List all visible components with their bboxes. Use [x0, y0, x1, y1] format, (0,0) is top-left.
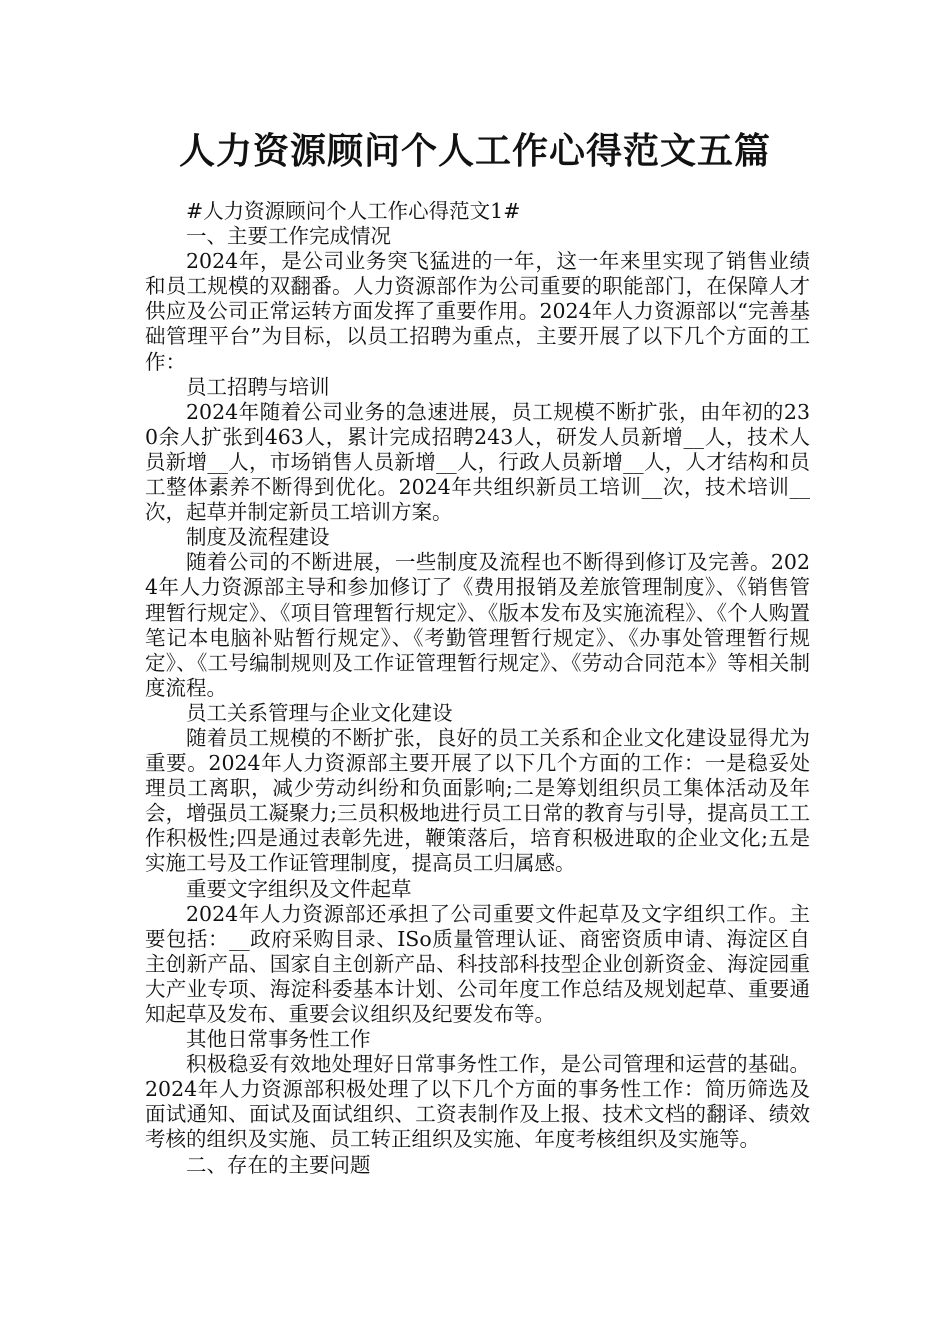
subsection-heading: 重要文字组织及文件起草 [186, 876, 412, 901]
subsection-heading: 制度及流程建设 [186, 525, 330, 550]
body-paragraph: 2024年，是公司业务突飞猛进的一年，这一年来里实现了销售业绩和员工规模的双翻番。人力资源部作为公司重要的职能部门，在保障人才供应及公司正常运转方面发挥了重要作用。2024年人力资源部以“完善基础管理平台”为目标，以员工招聘为重点，主要开展了以下几个方面的工作： [145, 249, 810, 374]
subsection-heading: 员工关系管理与企业文化建设 [186, 700, 453, 725]
section-heading: 一、主要工作完成情况 [186, 224, 391, 249]
subsection-heading: 员工招聘与培训 [186, 374, 330, 399]
section-heading: 二、存在的主要问题 [186, 1152, 371, 1177]
subtitle-paragraph: #人力资源顾问个人工作心得范文1# [186, 199, 521, 223]
body-paragraph: 随着员工规模的不断扩张，良好的员工关系和企业文化建设显得尤为重要。2024年人力资源部主要开展了以下几个方面的工作：一是稳妥处理员工离职，减少劳动纠纷和负面影响;二是筹划组织员工集体活动及年会，增强员工凝聚力;三员积极地进行员工日常的教育与引导，提高员工工作积极性;四是通过表彰先进，鞭策落后，培育积极进取的企业文化;五是实施工号及工作证管理制度，提高员工归属感。 [145, 725, 810, 876]
document-body [145, 199, 810, 1178]
document-title: 人力资源顾问个人工作心得范文五篇 [178, 131, 771, 172]
body-paragraph: 积极稳妥有效地处理好日常事务性工作，是公司管理和运营的基础。2024年人力资源部积极处理了以下几个方面的事务性工作：简历筛选及面试通知、面试及面试组织、工资表制作及上报、技术文档的翻译、绩效考核的组织及实施、员工转正组织及实施、年度考核组织及实施等。 [145, 1052, 810, 1152]
body-paragraph: 随着公司的不断进展，一些制度及流程也不断得到修订及完善。2024年人力资源部主导和参加修订了《费用报销及差旅管理制度》、《销售管理暂行规定》、《项目管理暂行规定》、《版本发布及实施流程》、《个人购置笔记本电脑补贴暂行规定》、《考勤管理暂行规定》、《办事处管理暂行规定》、《工号编制规则及工作证管理暂行规定》、《劳动合同范本》等相关制度流程。 [145, 550, 810, 700]
body-paragraph: 2024年人力资源部还承担了公司重要文件起草及文字组织工作。主要包括：__政府采购目录、ISo质量管理认证、商密资质申请、海淀区自主创新产品、国家自主创新产品、科技部科技型企业创新资金、海淀园重大产业专项、海淀科委基本计划、公司年度工作总结及规划起草、重要通知起草及发布、重要会议组织及纪要发布等。 [145, 901, 810, 1026]
subsection-heading: 其他日常事务性工作 [186, 1027, 371, 1052]
body-paragraph: 2024年随着公司业务的急速进展，员工规模不断扩张，由年初的230余人扩张到463人，累计完成招聘243人，研发人员新增__人，技术人员新增__人，市场销售人员新增__人，行政人员新增__人，人才结构和员工整体素养不断得到优化。2024年共组织新员工培训__次，技术培训__次，起草并制定新员工培训方案。 [145, 399, 810, 525]
